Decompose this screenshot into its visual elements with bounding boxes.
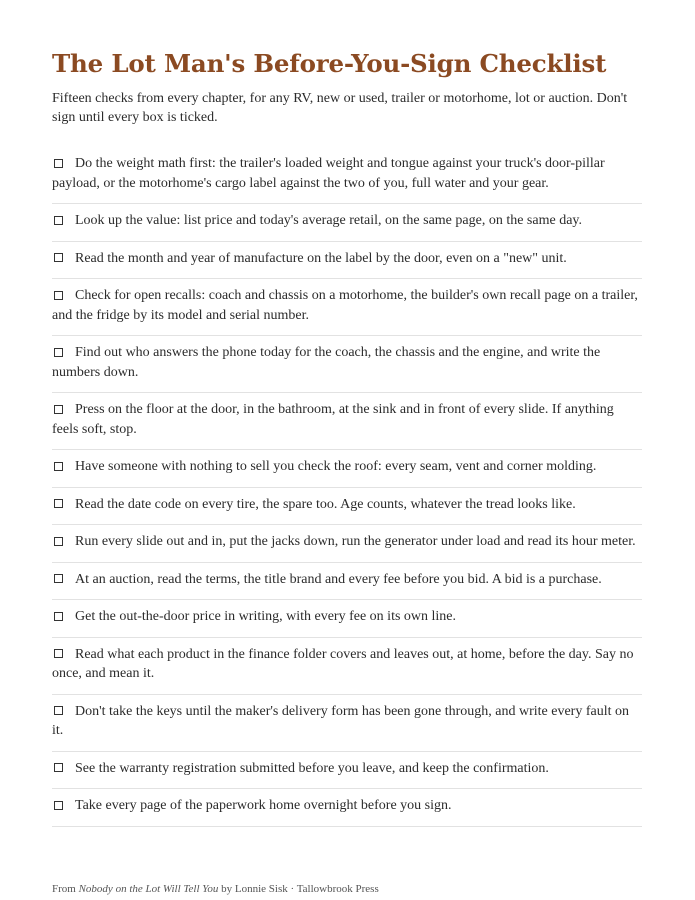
checklist-item-text: Run every slide out and in, put the jacks down, run the generator under load and read its hour meter. [75,534,636,549]
checklist-item [52,279,642,336]
checklist-item [52,242,642,280]
checklist-item [52,563,642,601]
footer-book-title: Nobody on the Lot Will Tell You [78,883,219,895]
checklist-item [52,450,642,488]
checklist-item-text: See the warranty registration submitted before you leave, and keep the confirmation. [75,760,549,776]
checkbox-icon[interactable] [54,801,63,810]
checklist-item-text: Find out who answers the phone today for the coach, the chassis and the engine, and write the numbers down. [52,345,601,380]
checklist-item-text: Press on the floor at the door, in the bathroom, at the sink and in front of every slide. If anything feels soft, stop. [52,402,614,437]
checklist-item-text: Don't take the keys until the maker's delivery form has been gone through, and write every fault on it. [52,703,629,738]
checkbox-icon[interactable] [54,216,63,225]
checklist-item-text: Do the weight math first: the trailer's loaded weight and tongue against your truck's door-pillar payload, or the motorhome's cargo label against the two of you, full water and your gear. [52,156,605,191]
checkbox-icon[interactable] [54,537,63,546]
checkbox-icon[interactable] [54,763,63,772]
checklist-item-text: Read the month and year of manufacture on the label by the door, even on a "new" unit. [75,250,567,266]
checklist-item [52,147,642,204]
checkbox-icon[interactable] [54,612,63,621]
checklist-item [52,525,642,563]
footer-credit: by Lonnie Sisk · Tallowbrook Press [218,883,379,895]
checklist-item [52,393,642,450]
checklist-item-text: At an auction, read the terms, the title brand and every fee before you bid. A bid is a purchase. [75,571,602,587]
checkbox-icon[interactable] [54,462,63,471]
page-footer [52,882,379,896]
checkbox-icon[interactable] [54,649,63,658]
checklist-item-text: Get the out-the-door price in writing, with every fee on its own line. [75,609,457,624]
checklist-item-text: Take every page of the paperwork home overnight before you sign. [75,798,452,813]
checklist-item [52,752,642,790]
checkbox-icon[interactable] [54,253,63,262]
checklist-item [52,695,642,752]
checklist-item-text: Read what each product in the finance folder covers and leaves out, at home, before the day. Say no once, and mean it. [52,646,634,681]
page-title: The Lot Man's Before-You-Sign Checklist [52,49,607,78]
checkbox-icon[interactable] [54,706,63,715]
footer-prefix: From [52,883,79,895]
checkbox-icon[interactable] [54,405,63,414]
checkbox-icon[interactable] [54,291,63,300]
intro-paragraph: Fifteen checks from every chapter, for any RV, new or used, trailer or motorhome, lot or auction. Don't sign until every box is ticked. [52,91,628,125]
checklist-item-text: Check for open recalls: coach and chassis on a motorhome, the builder's own recall page on a trailer, and the fridge by its model and serial number. [52,288,638,323]
checklist-item-text: Have someone with nothing to sell you check the roof: every seam, vent and corner molding. [75,459,597,474]
checklist-item [52,488,642,526]
checklist [52,147,642,827]
checklist-item [52,204,642,242]
checklist-item [52,600,642,638]
checklist-item-text: Look up the value: list price and today's average retail, on the same page, on the same day. [75,213,582,228]
checklist-item [52,789,642,827]
checklist-item [52,336,642,393]
checkbox-icon[interactable] [54,348,63,357]
checkbox-icon[interactable] [54,499,63,508]
checklist-item [52,638,642,695]
checkbox-icon[interactable] [54,159,63,168]
checklist-item-text: Read the date code on every tire, the spare too. Age counts, whatever the tread looks like. [75,496,576,512]
checkbox-icon[interactable] [54,574,63,583]
